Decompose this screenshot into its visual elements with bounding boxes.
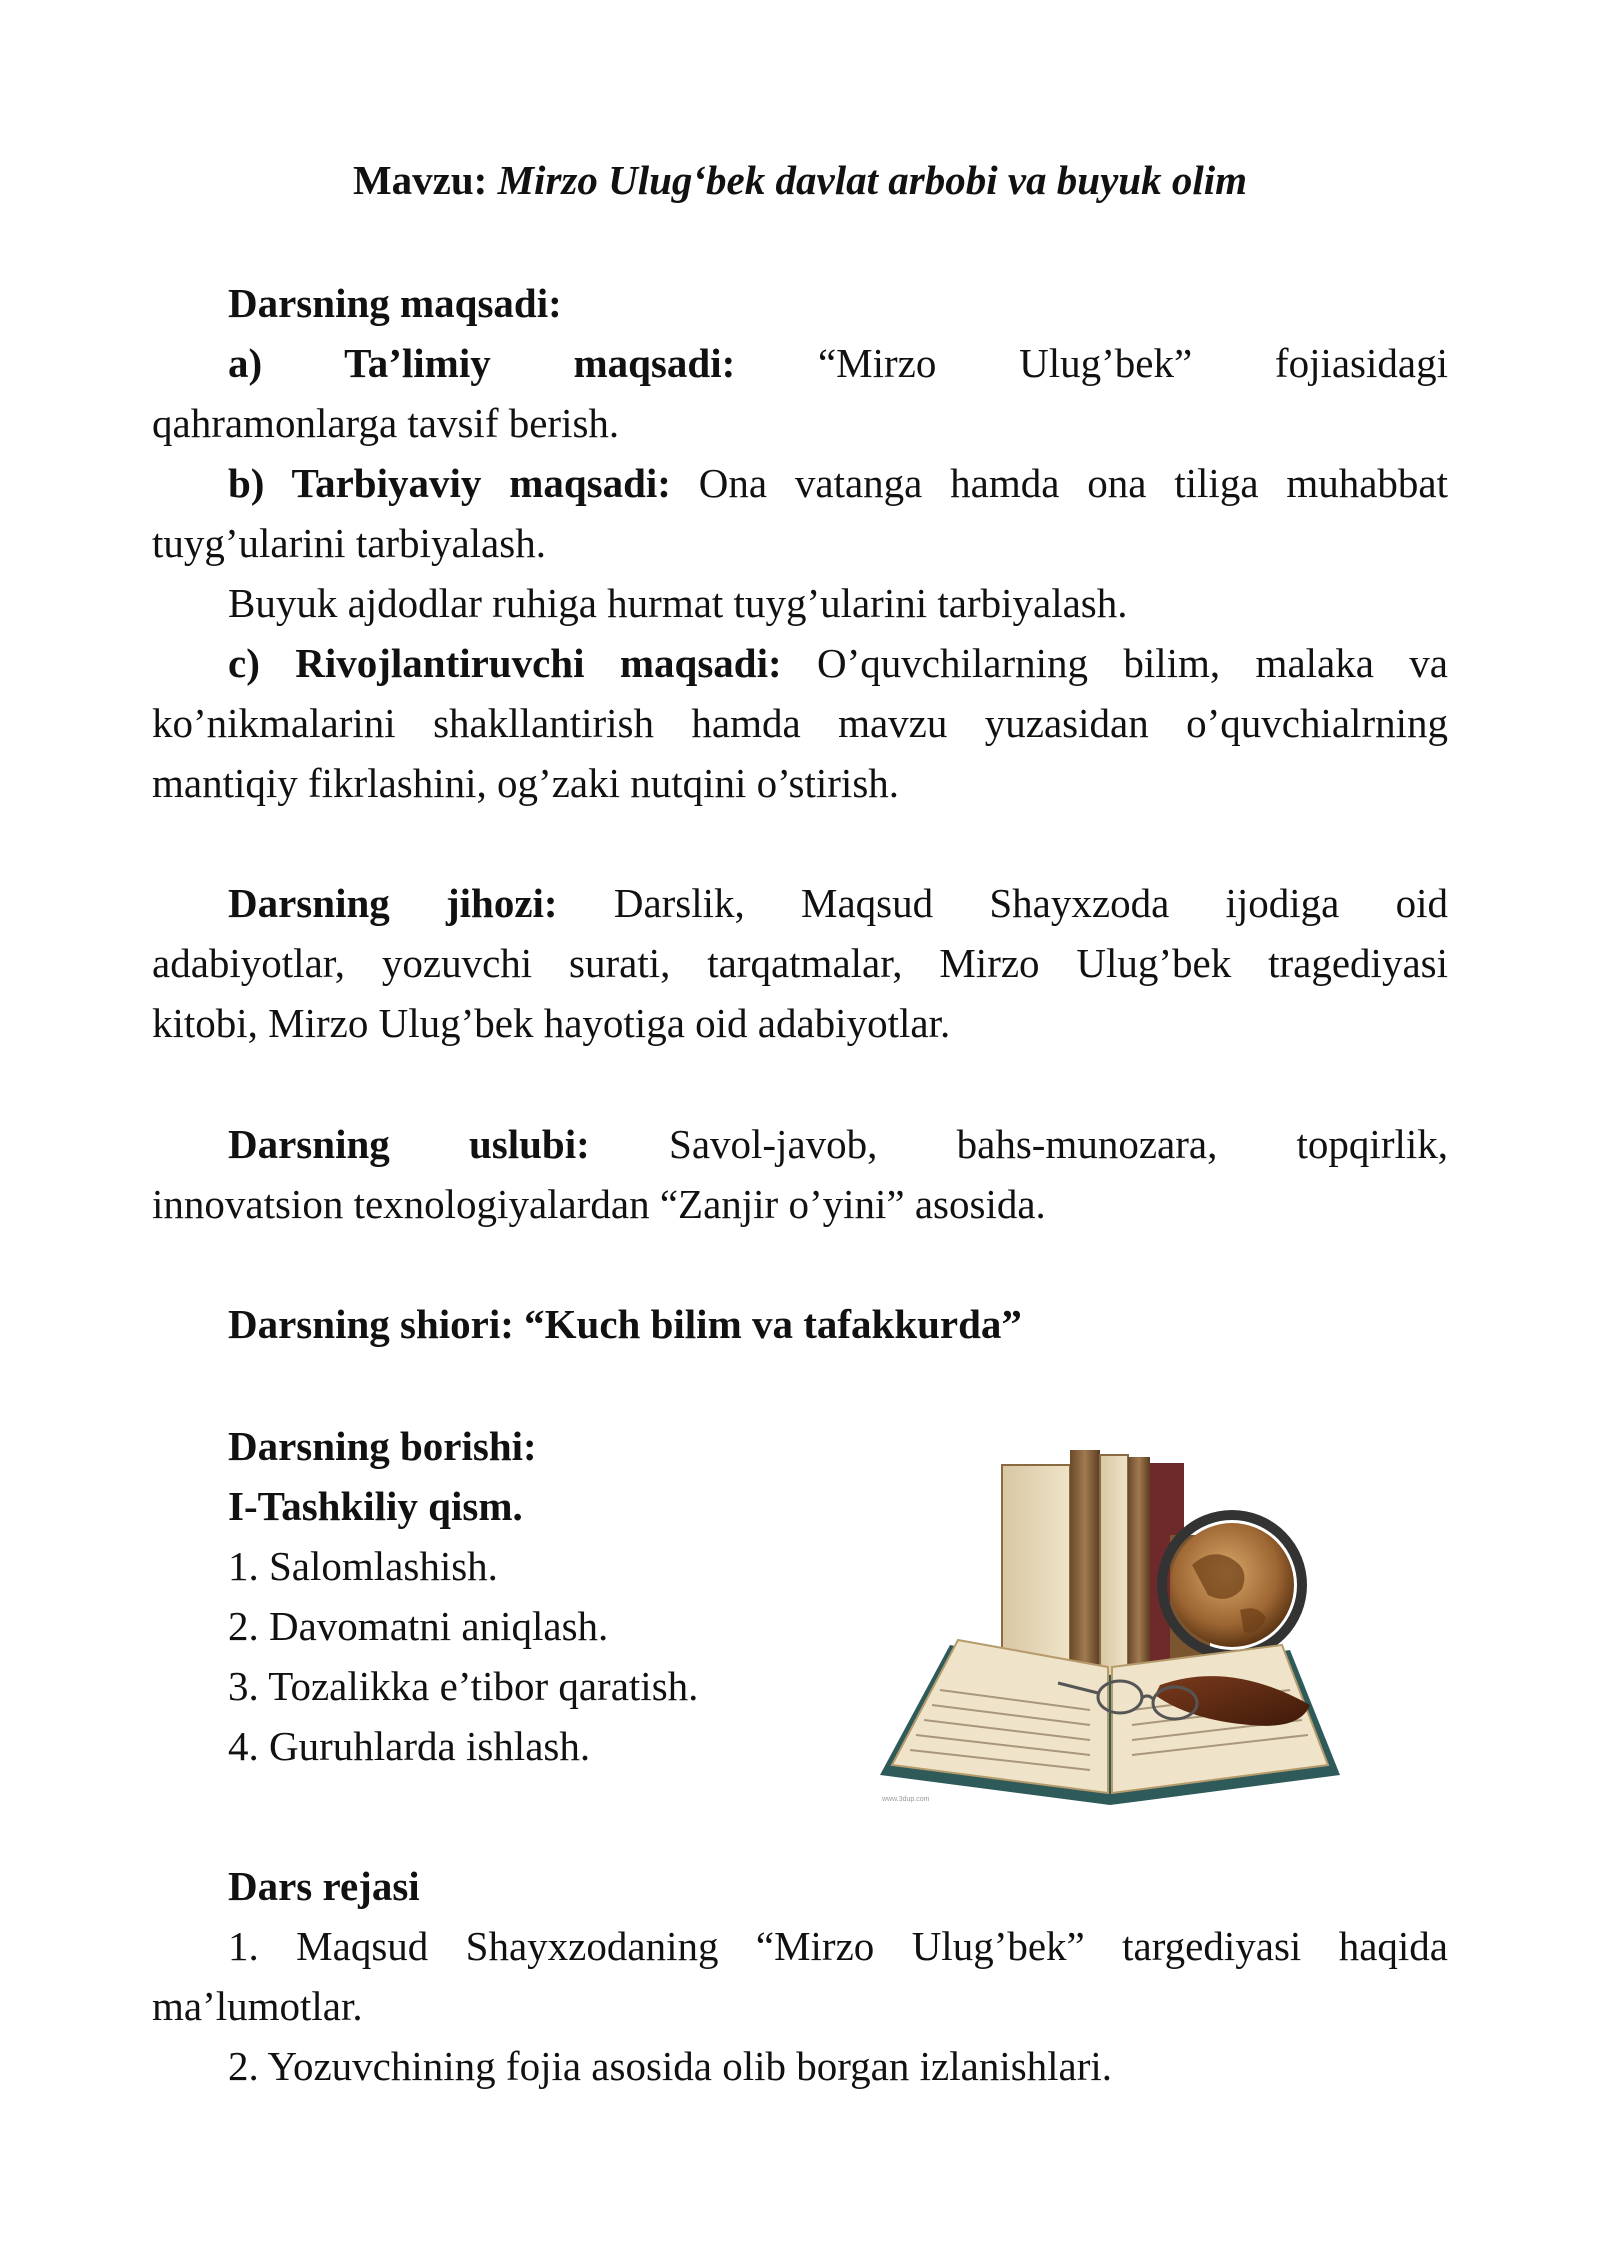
goal-c-line1: c) Rivojlantiruvchi maqsadi: O’quvchilarning bilim, malaka va xyxy=(228,640,1448,686)
equipment-label: Darsning jihozi: xyxy=(228,880,558,926)
goal-b-label: b) Tarbiyaviy maqsadi: xyxy=(228,460,671,506)
motto: Darsning shiori: “Kuch bilim va tafakkurda” xyxy=(228,1301,1022,1347)
course-heading: Darsning borishi: xyxy=(228,1423,537,1469)
course-item-3: 3. Tozalikka e’tibor qaratish. xyxy=(228,1663,699,1709)
goal-a-line1: a) Ta’limiy maqsadi: “Mirzo Ulug’bek” fojiasidagi xyxy=(228,340,1448,386)
goal-b-line2: tuyg’ularini tarbiyalash. xyxy=(152,520,546,566)
course-section: I-Tashkiliy qism. xyxy=(228,1483,523,1529)
course-item-1: 1. Salomlashish. xyxy=(228,1543,498,1589)
title-label: Mavzu: xyxy=(352,157,488,203)
equipment-line2: adabiyotlar, yozuvchi surati, tarqatmalar, Mirzo Ulug’bek tragediyasi xyxy=(152,940,1448,986)
plan-item-2: 2. Yozuvchining fojia asosida olib borgan izlanishlari. xyxy=(228,2043,1113,2089)
plan-item-1-line2: ma’lumotlar. xyxy=(152,1983,363,2029)
course-item-2: 2. Davomatni aniqlash. xyxy=(228,1603,609,1649)
goals-heading: Darsning maqsadi: xyxy=(228,280,562,326)
plan-heading: Dars rejasi xyxy=(228,1863,420,1909)
goal-a-label: a) Ta’limiy maqsadi: xyxy=(228,340,736,386)
plan-item-1-line1: 1. Maqsud Shayxzodaning “Mirzo Ulug’bek” targediyasi haqida xyxy=(228,1923,1448,1969)
goal-b-line3: Buyuk ajdodlar ruhiga hurmat tuyg’ularini tarbiyalash. xyxy=(228,580,1128,626)
goal-b-line1: b) Tarbiyaviy maqsadi: Ona vatanga hamda ona tiliga muhabbat xyxy=(228,460,1449,506)
goal-c-line3: mantiqiy fikrlashini, og’zaki nutqini o’stirish. xyxy=(152,760,900,806)
goal-c-line2: ko’nikmalarini shakllantirish hamda mavzu yuzasidan o’quvchialrning xyxy=(152,700,1448,746)
method-line2: innovatsion texnologiyalardan “Zanjir o’yini” asosida. xyxy=(152,1181,1046,1227)
page-title xyxy=(0,150,1600,210)
course-item-4: 4. Guruhlarda ishlash. xyxy=(228,1723,591,1769)
goal-a-line2: qahramonlarga tavsif berish. xyxy=(152,400,620,446)
illustration-credit: www.3dup.com xyxy=(882,1796,930,1803)
books-globe-glasses-illustration xyxy=(870,1435,1360,1835)
equipment-line3: kitobi, Mirzo Ulug’bek hayotiga oid adabiyotlar. xyxy=(152,1000,951,1046)
method-line1: Darsning uslubi: Savol-javob, bahs-munozara, topqirlik, xyxy=(228,1121,1449,1167)
title-topic: Mirzo Ulug‘bek davlat arbobi va buyuk olim xyxy=(497,157,1248,203)
goal-c-label: c) Rivojlantiruvchi maqsadi: xyxy=(228,640,782,686)
method-label: Darsning uslubi: xyxy=(228,1121,590,1167)
equipment-line1: Darsning jihozi: Darslik, Maqsud Shayxzoda ijodiga oid xyxy=(228,880,1449,926)
